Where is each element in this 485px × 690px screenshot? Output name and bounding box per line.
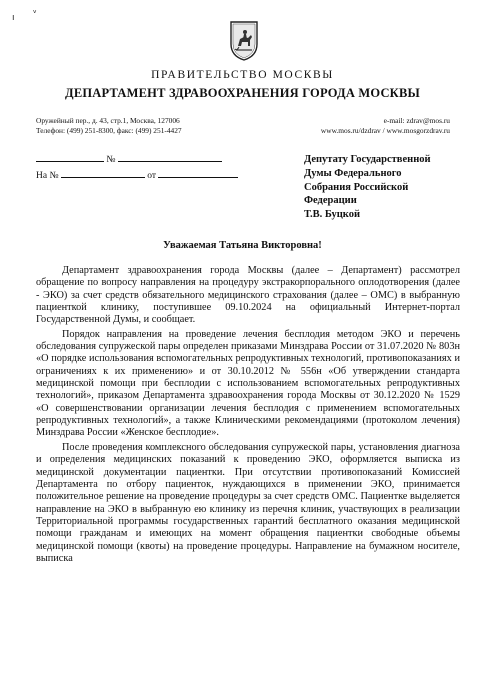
letter-body — [36, 265, 460, 567]
email-line: e-mail: zdrav@mos.ru — [383, 116, 450, 125]
number-sign: № — [106, 155, 116, 165]
incoming-reference-line — [36, 168, 238, 181]
na-label: На № — [36, 171, 59, 181]
department-title: ДЕПАРТАМЕНТ ЗДРАВООХРАНЕНИЯ ГОРОДА МОСКВЫ — [65, 86, 420, 100]
scan-mark: ı — [12, 13, 15, 23]
date-blank — [36, 152, 104, 162]
government-title: ПРАВИТЕЛЬСТВО МОСКВЫ — [151, 69, 334, 81]
department-contacts — [321, 116, 450, 136]
web-line: www.mos.ru/dzdrav / www.mosgorzdrav.ru — [320, 126, 450, 135]
body-paragraph: Департамент здравоохранения города Москвы (далее – Департамент) рассмотрел обращение по вопросу направления на процедуру экстракорпорального оплодотворения (далее - ЭКО) за счет средств обязательного медицинского страхования (далее – ОМС) в выбранную пациенткой клинику, поступившее 09.10.2024 на официальный Интернет-портал Государственной Думы, и сообщает. — [36, 265, 460, 326]
number-blank — [118, 152, 222, 162]
scan-mark: ᵥ — [33, 6, 37, 16]
body-paragraph: После проведения комплексного обследования супружеской пары, установления диагноза и определения медицинских показаний к проведению ЭКО, оформляется выписка из медицинской документации пациентки. При отсутствии противопоказаний Комиссией Департамента по отбору пациенток, нуждающихся в применении ЭКО, принимается положительное решение на проведение процедуры за счет средств ОМС. Пациентке выделяется направление на ЭКО в выбранную ею клинику из перечня клиник, участвующих в реализации Территориальной программы государственных гарантий бесплатного оказания медицинской помощи гражданам и имеющих на момент обращения пациентки свободные объемы медицинской помощи (квоты) на проведение процедуры. Направление на бумажном носителе, выписка — [36, 441, 460, 564]
ref-date-blank — [158, 168, 238, 178]
moscow-coat-of-arms-icon — [229, 20, 259, 62]
recipient-line: Депутату Государственной — [304, 154, 431, 165]
recipient-line: Федерации — [304, 195, 357, 207]
recipient-line: Т.В. Буцкой — [304, 209, 361, 221]
outgoing-number-line — [36, 152, 222, 165]
department-address — [36, 116, 182, 136]
address-line: Оружейный пер., д. 43, стр.1, Москва, 127006 — [36, 116, 180, 125]
recipient-line: Собрания Российской — [304, 181, 409, 193]
ot-label: от — [147, 171, 157, 181]
ref-number-blank — [61, 168, 145, 178]
recipient-block — [304, 153, 474, 222]
phone-line: Телефон: (499) 251-8300, факс: (499) 251-4427 — [36, 126, 182, 135]
recipient-line: Думы Федерального — [304, 167, 402, 179]
body-paragraph: Порядок направления на проведение лечения бесплодия методом ЭКО и перечень обследования супружеской пары определен приказами Минздрава России от 31.07.2020 № 803н «О порядке использования вспомогательных репродуктивных технологий, противопоказаниях и ограничениях к их применению» и от 30.10.2012 № 556н «Об утверждении стандарта медицинской помощи при бесплодии с использованием вспомогательных репродуктивных технологий», приказом Департамента здравоохранения города Москвы от 30.12.2020 № 1529 «О совершенствовании организации лечения бесплодия с применением вспомогательных репродуктивных технологий», а также Клиническими рекомендациями (протоколом лечения) Минздрава России «Женское бесплодие». — [36, 328, 460, 439]
salutation: Уважаемая Татьяна Викторовна! — [163, 240, 322, 251]
